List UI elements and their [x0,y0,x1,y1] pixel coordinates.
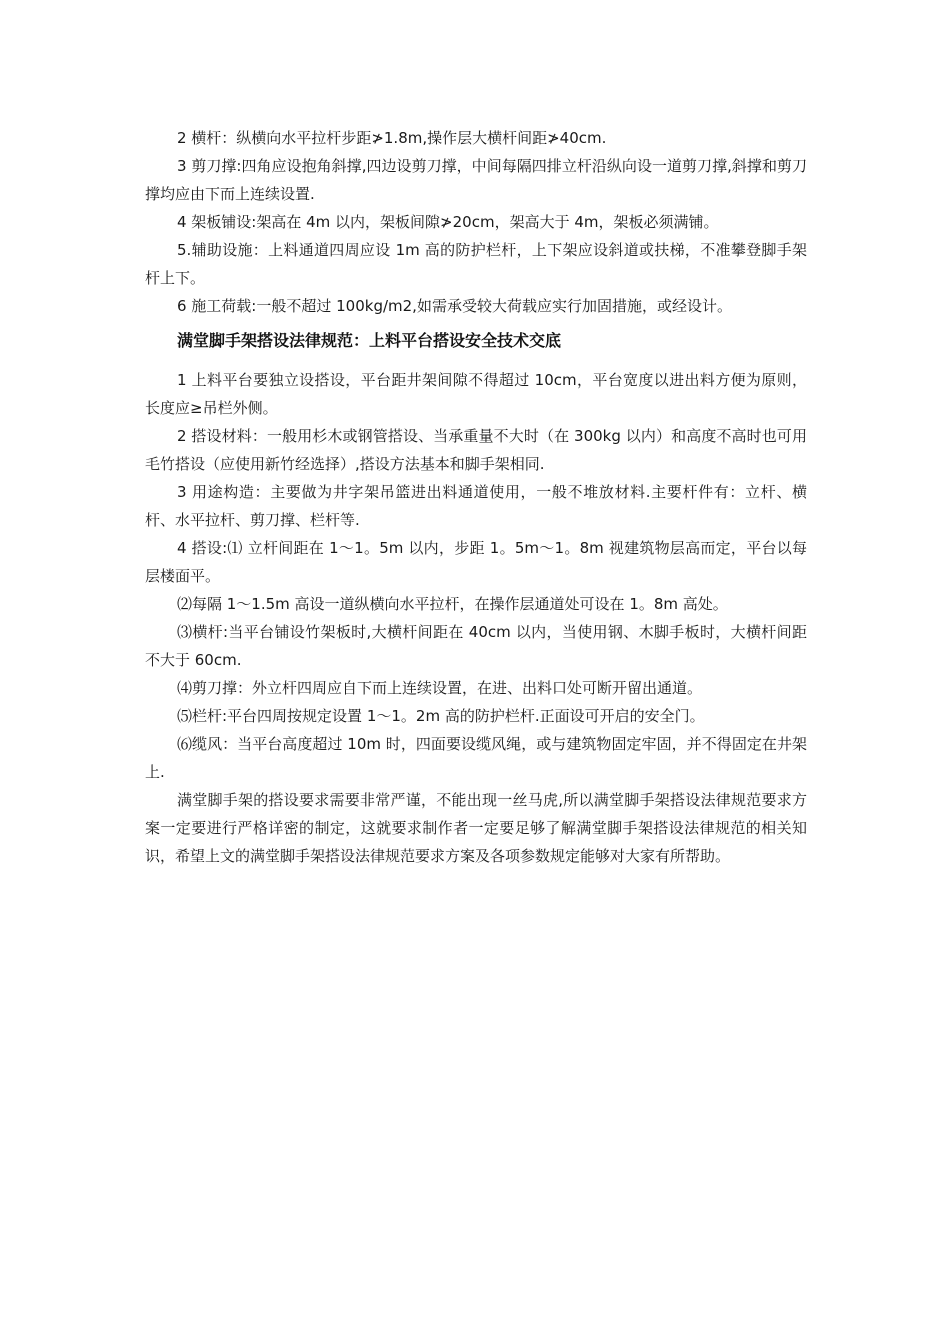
section-heading: 满堂脚手架搭设法律规范：上料平台搭设安全技术交底 [177,331,562,350]
paragraph-conclusion: 满堂脚手架的搭设要求需要非常严谨，不能出现一丝马虎,所以满堂脚手架搭设法律规范要求方案一定要进行严格详密的制定，这就要求制作者一定要足够了解满堂脚手架搭设法律规范的相关知识，希望上文的满堂脚手架搭设法律规范要求方案及各项参数规定能够对大家有所帮助。 [145,791,807,865]
paragraph-construction-load: 6 施工荷载:一般不超过 100kg/m2,如需承受较大荷载应实行加固措施，或经设计。 [177,297,732,315]
paragraph-scissor-brace: 3 剪刀撑:四角应设抱角斜撑,四边设剪刀撑，中间每隔四排立杆沿纵向设一道剪刀撑,斜撑和剪刀撑均应由下而上连续设置. [145,157,807,203]
paragraph-guy-ropes: ⑹缆风：当平台高度超过 10m 时，四面要设缆风绳，或与建筑物固定牢固，并不得固定在井架上. [145,735,807,781]
paragraph-crossbar: 2 横杆：纵横向水平拉杆步距≯1.8m,操作层大横杆间距≯40cm. [177,129,607,147]
paragraph-tie-bars: ⑵每隔 1～1.5m 高设一道纵横向水平拉杆，在操作层通道处可设在 1。8m 高处。 [177,595,728,613]
paragraph-plank-laying: 4 架板铺设:架高在 4m 以内，架板间隙≯20cm，架高大于 4m，架板必须满铺。 [177,213,719,231]
paragraph-platform-independent: 1 上料平台要独立设搭设，平台距井架间隙不得超过 10cm，平台宽度以进出料方便为原则，长度应≥吊栏外侧。 [145,371,807,417]
paragraph-usage-structure: 3 用途构造：主要做为井字架吊篮进出料通道使用，一般不堆放材料.主要杆件有：立杆、横杆、水平拉杆、剪刀撑、栏杆等. [145,483,807,529]
paragraph-railings: ⑸栏杆:平台四周按规定设置 1～1。2m 高的防护栏杆.正面设可开启的安全门。 [177,707,705,725]
paragraph-auxiliary-facilities: 5.辅助设施：上料通道四周应设 1m 高的防护栏杆，上下架应设斜道或扶梯，不准攀登脚手架杆上下。 [145,241,807,287]
paragraph-erection-poles: 4 搭设:⑴ 立杆间距在 1～1。5m 以内，步距 1。5m～1。8m 视建筑物层高而定，平台以每层楼面平。 [145,539,807,585]
paragraph-crossbars: ⑶横杆:当平台铺设竹架板时,大横杆间距在 40cm 以内，当使用钢、木脚手板时，大横杆间距不大于 60cm. [145,623,807,669]
document-page [145,124,807,870]
paragraph-materials: 2 搭设材料：一般用杉木或钢管搭设、当承重量不大时（在 300kg 以内）和高度不高时也可用毛竹搭设（应使用新竹经选择）,搭设方法基本和脚手架相同. [145,427,807,473]
paragraph-scissor-braces: ⑷剪刀撑：外立杆四周应自下而上连续设置，在进、出料口处可断开留出通道。 [177,679,703,697]
